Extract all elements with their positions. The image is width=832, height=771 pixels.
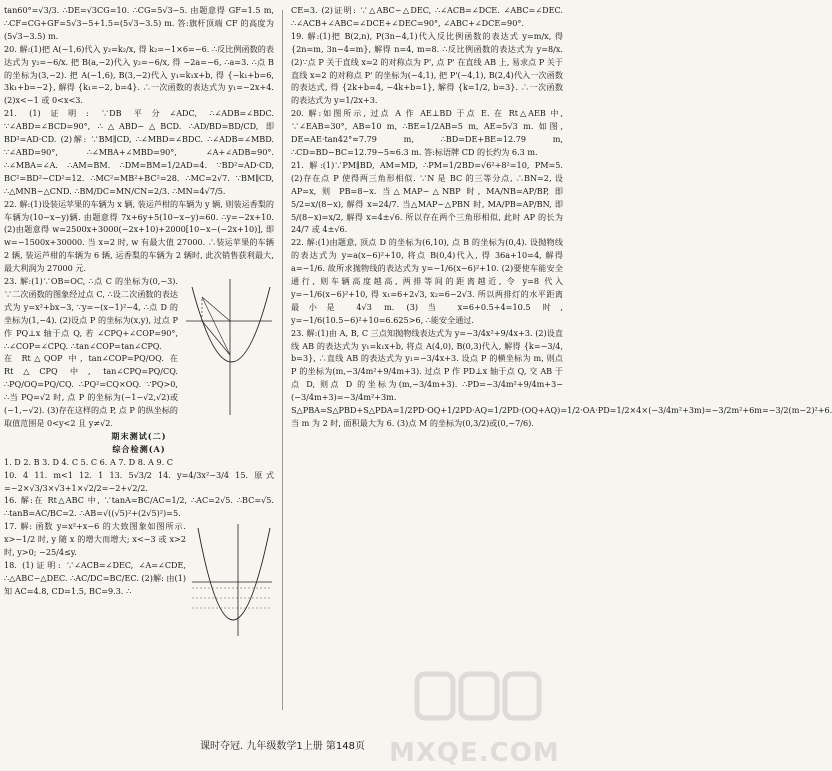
- left-block-3: 22. 解:(1)设装运苹果的车辆为 x 辆, 装运芦柑的车辆为 y 辆, 则装运香梨的车辆为(10−x−y)辆. 由题意得 7x+6y+5(10−x−y)=60. ∴y=−2x+10. (2)由题意得 w=2500x+3000(−2x+10)+2000[10−x−(−2x+10)], 即 w=−1500x+30000. 当 x=2 时, w 有最大值 27000. ∴装运苹果的车辆 2 辆, 装运芦柑的车辆为 6 辆, 运香梨的车辆为 2 辆时, 此次销售获利最大, 最大利润为 27000 元.: [4, 198, 274, 274]
- test-title: 期末测试(二): [111, 430, 167, 441]
- left-after-2: 17. 解: 函数 y=x²+x−6 的大致图象如图所示. x>−1/2 时, y 随 x 的增大而增大; x<−3 或 x>2 时, y>0; −25/4≤y.: [4, 521, 186, 558]
- left-after-1: 16. 解:在 Rt△ABC 中, ∵tanA=BC/AC=1/2, ∴AC=2√5. ∴BC=√5. ∴tanB=AC/BC=2. ∴AB=√((√5)²+(2√5)²)=5.: [4, 495, 274, 519]
- left-after-0: 10. 4 11. m<1 12. 1 13. 5√3/2 14. y=4/3x²−3/4 15. 原式=−2×√3/3×√3+1×√2/2=−2+√2/2.: [4, 469, 274, 493]
- watermark-logo-icon: [413, 668, 543, 724]
- parabola-figure-17: [190, 522, 274, 638]
- watermark-text: MXQE.COM: [389, 738, 560, 768]
- right-block-5: 23. 解:(1)由 A, B, C 三点知抛物线表达式为 y=−3/4x²+9/4x+3. (2)设直线 AB 的表达式为 y₁=k₁x+b, 将点 A(4,0), B(0,3)代入, 解得 {k=−3/4, b=3}, ∴直线 AB 的表达式为 y₁=−3/4x+3. 设点 P 的横坐标为 m, 则点 P 的坐标为(m,−3/4m²+9/4m+3). 过点 P 作 PD⊥x 轴于点 Q, 交 AB 于点 D, 则点 D 的坐标为(m,−3/4m+3). ∴PD=−3/4m²+9/4m+3−(−3/4m+3)=−3/4m²+3m. S△PBA=S△PBD+S△PDA=1/2PD·OQ+1/2PD·AQ=1/2PD·(OQ+AQ)=1/2·OA·PD=1/2×4×(−3/4m²+3m)=−3/2m²+6m=−3/2(m−2)²+6. 当 m 为 2 时, 面积最大为 6. (3)点 M 的坐标为(0,3/2)或(0,−7/6).: [291, 327, 832, 428]
- parabola-svg-17: [190, 522, 274, 638]
- right-block-2: 20. 解:如图所示, 过点 A 作 AE⊥BD 于点 E. 在 Rt△AEB 中, ∵∠EAB=30°, AB=10 m, ∴BE=1/2AB=5 m, AE=5√3 m. 如图, DE=AE·tan42°≈7.79 m, ∴BD=DE+BE=12.79 m, ∴CD=BD−BC=12.79−5≈6.3 m. 答:标语牌 CD 的长约为 6.3 m.: [291, 108, 563, 157]
- left-after-3: 18. (1)证明: ∵∠ACB=∠DEC, ∠A=∠CDE, ∴△ABC∽△DEC. ∴AC/DC=BC/EC. (2)解: 由(1)知 AC=4.8, CD=1.5, BC=9.3. ∴: [4, 559, 186, 596]
- left-block-0: tan60°=√3/3. ∴DE=√3CG=10. ∴CG=5√3−5. 由题意得 GF=1.5 m, ∴CF=CG+GF=5√3−5+1.5=(5√3−3.5) m. 答:旗杆顶端 CF 的高度为(5√3−3.5) m.: [4, 5, 274, 41]
- parabola-figure-23: [182, 277, 274, 417]
- left-block-5: 在 Rt△QOP 中, tan∠COP=PQ/OQ. 在 Rt△CPQ 中, tan∠CPQ=PQ/CQ. ∴PQ/OQ=PQ/CQ. ∴PQ²=CQ×OQ. ∵PQ>0, ∴当 PQ=√2 时, 点 P 的坐标为(−1−√2,√2)或(−1,−√2). (3)存在这样的点 P, 点 P 的纵坐标的取值范围是 0<y<2 且 y≠√2.: [4, 353, 178, 428]
- parabola-curve-17: [198, 528, 270, 620]
- page-footer: 课时夺冠. 九年级数学1上册 第148页: [200, 741, 365, 752]
- right-block-1: 19. 解:(1)把 B(2,n), P(3n−4,1)代入反比例函数的表达式 y=m/x, 得 {2n=m, 3n−4=m}, 解得 n=4, m=8. ∴反比例函数的表达式为 y=8/x. (2)∵点 P 关于直线 x=2 的对称点为 P', 点 P' 在直线 AB 上, 易求点 P 关于直线 x=2 的对称点 P' 的坐标为(−4,1), 把 P'(−4,1), B(2,4)代入一次函数的表达式, 得 {2k+b=4, −4k+b=1}, 解得 {k=1/2, b=3}. ∴一次函数的表达式为 y=1/2x+3.: [291, 30, 563, 106]
- right-block-4: 22. 解:(1)由题意, 顶点 D 的坐标为(6,10), 点 B 的坐标为(0,4). 设抛物线的表达式为 y=a(x−6)²+10, 将点 B(0,4)代入, 得 36a+10=4, 解得 a=−1/6. 故所求抛物线的表达式为 y=−1/6(x−6)²+10. (2)要使车能安全通行, 则车辆高度越高, 两排等间的距离越近, 令 y=8 代入 y=−1/6(x−6)²+10, 得 x₁=6+2√3, x₂=6−2√3. 所以两排灯的水平距离最小是 4√3 m. (3)当 x=6+0.5+4=10.5 时, y=−1/6(10.5−6)²+10=6.625>6, ∴能安全通过.: [291, 237, 563, 325]
- segment-po: [202, 297, 230, 321]
- column-divider: [282, 10, 283, 710]
- left-block-1: 20. 解:(1)把 A(−1,6)代入 y₂=k₂/x, 得 k₂=−1×6=−6. ∴反比例函数的表达式为 y₂=−6/x. 把 B(a,−2)代入 y₂=−6/x, 得 −2a=−6, ∴a=3. ∴点 B 的坐标为(3,−2). 把 A(−1,6), B(3,−2)代入 y₁=k₁x+b, 得 {−k₁+b=6, 3k₁+b=−2}, 解得 {k₁=−2, b=4}. ∴一次函数的表达式为 y₁=−2x+4. (2)x<−1 或 0<x<3.: [4, 43, 274, 106]
- right-column: [291, 4, 832, 716]
- right-block-0: CE=3. (2)证明: ∵△ABC∽△DEC, ∴∠ACB=∠DCE. ∠ABC=∠DEC. ∴∠ACB+∠ABC=∠DCE+∠DEC=90°, ∠ABC+∠DCE=90°.: [291, 5, 563, 28]
- parabola-svg-23: [182, 277, 274, 417]
- left-block-4: 23. 解:(1)∵OB=OC, ∴点 C 的坐标为(0,−3). ∵二次函数的图象经过点 C, ∴设二次函数的表达式为 y=x²+bx−3, ∵y=−(x−1)²−4, ∴点 D 的坐标为(1,−4). (2)设点 P 的坐标为(x,y), 过点 P 作 PQ⊥x 轴于点 Q, 若 ∠CPQ+∠COP=90°, ∴∠COP=∠CPQ. ∴tan∠COP=tan∠CPQ.: [4, 276, 178, 351]
- left-block-2: 21. (1)证明: ∵DB 平分∠ADC, ∴∠ADB=∠BDC. ∵∠ABD=∠BCD=90°, ∴△ABD∽△BCD. ∴AD/BD=BD/CD, 即 BD²=AD·CD. (2)解: ∵BM∥CD, ∴∠MBD=∠BDC. ∴∠ADB=∠MBD. ∵∠ABD=90°, ∴∠MBA+∠MBD=90°, ∠A+∠ADB=90°. ∴∠MBA=∠A. ∴AM=BM. ∴DM=BM=1/2AD=4. ∵BD²=AD·CD, BC²=BD²−CD²=12. ∴MC²=MB²+BC²=28. ∴MC=2√7. ∵BM∥CD, ∴△MNB∽△CND. ∴BM/DC=MN/CN=2/3. ∴MN=4√7/5.: [4, 108, 274, 196]
- left-column: [4, 4, 274, 716]
- section-title: 综合检测(A): [112, 443, 166, 454]
- right-block-3: 21. 解:(1)∵PM∥BD, AM=MD, ∴PM=1/2BD=√6²+8²=10, PM=5. (2)存在点 P 使得两三角形相似. ∵N 是 BC 的三等分点, ∴BN=2, 设 AP=x, 则 PB=8−x. 当△MAP∽△NBP 时, MA/NB=AP/BP, 即 5/2=x/(8−x), 解得 x=24/7. 当△MAP∽△PBN 时, MA/PB=AP/BN, 即 5/(8−x)=x/2, 解得 x=4±√6. 所以存在两个三角形相似, 此时 AP 的长为 24/7 或 4±√6.: [291, 159, 563, 235]
- answers-1-9: 1. D 2. B 3. D 4. C 5. C 6. A 7. D 8. A 9. C: [4, 456, 173, 467]
